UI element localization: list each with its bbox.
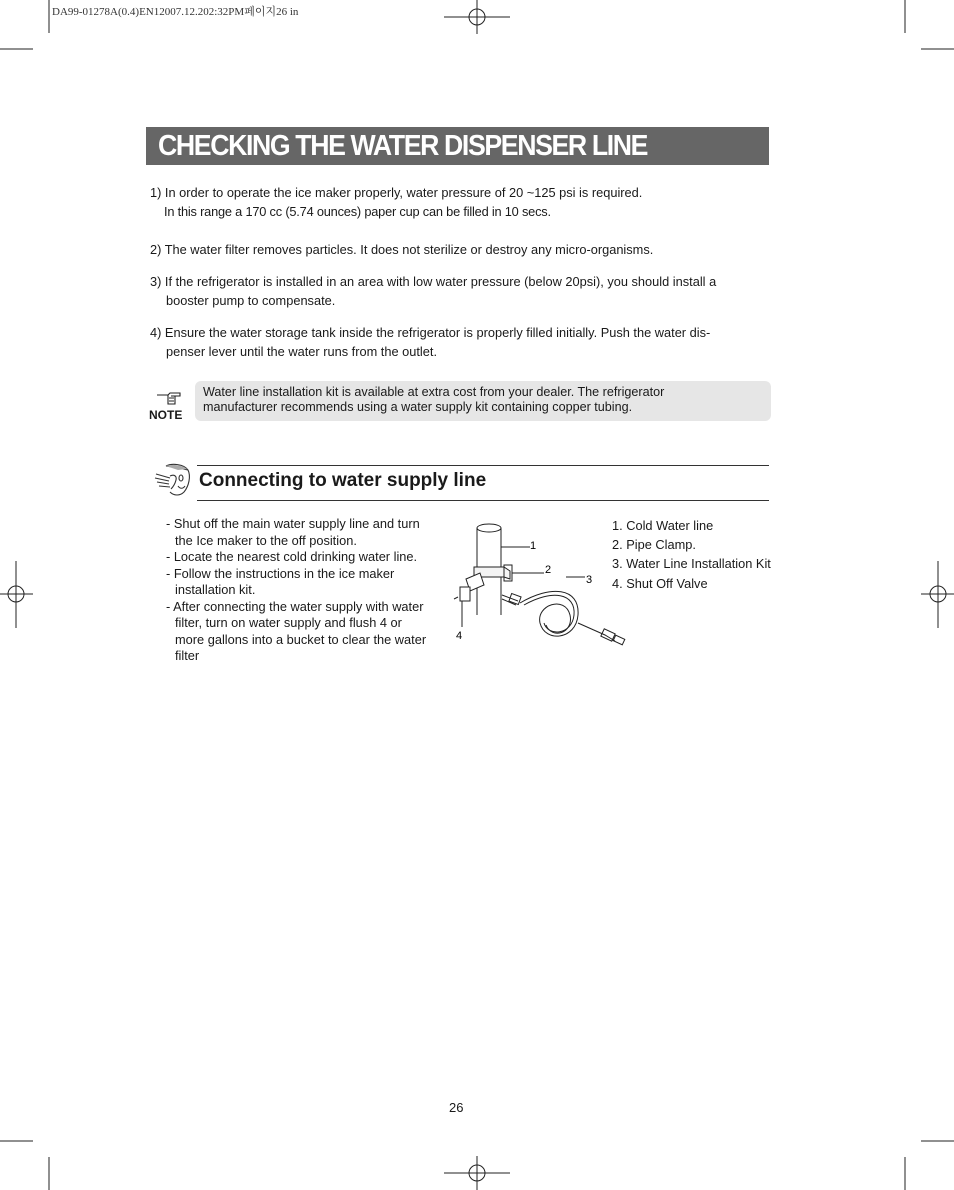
paragraph-1-line-2: In this range a 170 cc (5.74 ounces) paper cup can be filled in 10 secs. <box>164 204 551 219</box>
list-item: more gallons into a bucket to clear the water <box>175 631 427 647</box>
mascot-pointing-icon <box>154 462 194 498</box>
paragraph-3-line-2: booster pump to compensate. <box>166 293 336 308</box>
note-text <box>203 385 664 415</box>
water-line-diagram <box>440 515 640 655</box>
page-number: 26 <box>449 1100 464 1115</box>
section-title: Connecting to water supply line <box>199 470 487 491</box>
note-label: NOTE <box>149 408 183 422</box>
paragraph-2: 2) The water filter removes particles. It does not sterilize or destroy any micro-organisms. <box>150 242 654 257</box>
list-item: installation kit. <box>175 582 256 597</box>
note-line-1: Water line installation kit is available at extra cost from your dealer. The refrigerator <box>203 385 665 399</box>
file-header: DA99-01278A(0.4)EN12007.12.202:32PM페이지26 in <box>52 6 299 18</box>
list-item: - Follow the instructions in the ice maker <box>166 565 395 581</box>
callout-2: 2 <box>545 564 552 576</box>
list-item: - After connecting the water supply with water <box>166 598 424 614</box>
paragraph-3-line-1: 3) If the refrigerator is installed in an area with low water pressure (below 20psi), you should install a <box>150 274 717 289</box>
note-line-2: manufacturer recommends using a water supply kit containing copper tubing. <box>203 400 633 414</box>
list-item: - Shut off the main water supply line and turn <box>166 516 420 531</box>
legend-item: 3. Water Line Installation Kit <box>612 556 771 571</box>
callout-4: 4 <box>456 630 463 642</box>
page-title: CHECKING THE WATER DISPENSER LINE <box>158 130 648 162</box>
list-item: - Locate the nearest cold drinking water line. <box>166 549 418 564</box>
list-item: filter, turn on water supply and flush 4 or <box>175 615 402 630</box>
legend-item: 4. Shut Off Valve <box>612 576 708 591</box>
paragraph-1-line-1: 1) In order to operate the ice maker properly, water pressure of 20 ~125 psi is required. <box>150 185 643 200</box>
note-box <box>195 381 771 421</box>
list-item: the Ice maker to the off position. <box>175 532 357 548</box>
legend-item: 1. Cold Water line <box>612 518 714 533</box>
paragraph-4-line-2: penser lever until the water runs from the outlet. <box>166 344 438 359</box>
pointing-hand-icon <box>156 390 182 406</box>
title-bar <box>146 127 769 165</box>
paragraph-4-line-1: 4) Ensure the water storage tank inside the refrigerator is properly filled initially. Push the water dis- <box>150 325 711 340</box>
callout-3: 3 <box>586 574 593 586</box>
callout-1: 1 <box>530 540 537 552</box>
section-top-rule <box>197 465 769 466</box>
list-item: filter <box>175 648 200 663</box>
section-bottom-rule <box>197 500 769 501</box>
instruction-list <box>166 516 426 665</box>
legend-item: 2. Pipe Clamp. <box>612 537 696 552</box>
